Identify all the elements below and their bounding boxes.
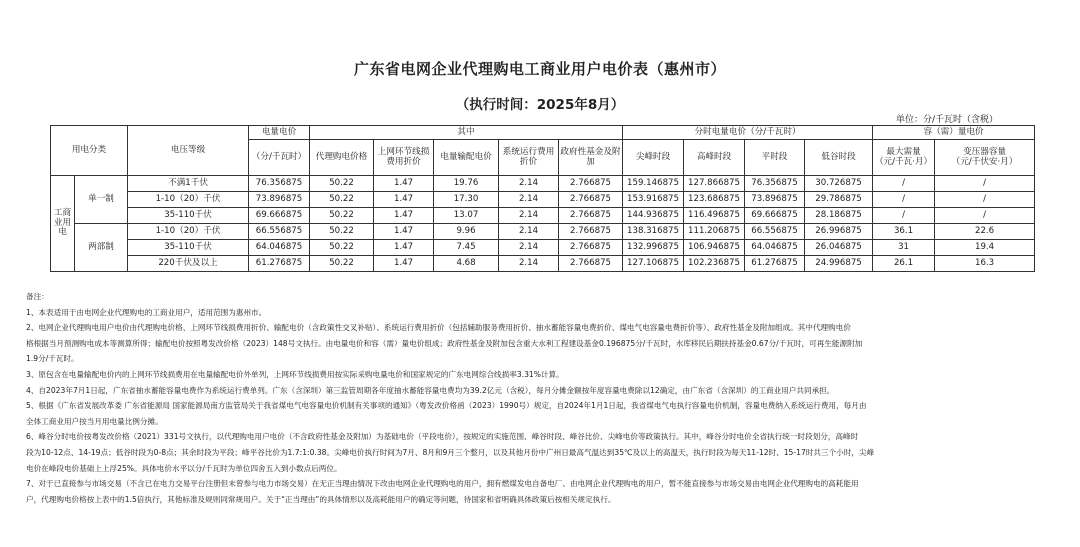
table-row <box>51 224 1035 240</box>
cell-demand: / <box>873 192 935 208</box>
cell-dist: 13.07 <box>434 208 499 224</box>
price-table <box>50 125 1035 272</box>
header-max-demand <box>873 140 935 176</box>
cell-fund: 2.766875 <box>559 176 623 192</box>
cell-valley: 30.726875 <box>805 176 873 192</box>
header-distribution: 电量输配电价 <box>434 140 499 176</box>
cell-peak: 127.106875 <box>623 256 684 272</box>
cell-proxy: 50.22 <box>310 240 374 256</box>
header-peak: 尖峰时段 <box>623 140 684 176</box>
header-valley: 低谷时段 <box>805 140 873 176</box>
cell-dist: 9.96 <box>434 224 499 240</box>
cell-voltage: 1-10（20）千伏 <box>128 224 249 240</box>
table-row <box>51 192 1035 208</box>
notes-section <box>26 289 1056 507</box>
header-category: 用电分类 <box>51 126 128 176</box>
cell-proxy: 50.22 <box>310 208 374 224</box>
cell-flat: 61.276875 <box>745 256 805 272</box>
cell-sys: 2.14 <box>499 240 559 256</box>
note-line: 全体工商业用户按当月用电量比例分摊。 <box>26 416 163 426</box>
cell-peak: 132.996875 <box>623 240 684 256</box>
cell-loss: 1.47 <box>374 256 434 272</box>
cell-demand: / <box>873 176 935 192</box>
cell-flat: 76.356875 <box>745 176 805 192</box>
cell-trans: 22.6 <box>935 224 1035 240</box>
header-high: 高峰时段 <box>684 140 745 176</box>
header-transformer <box>935 140 1035 176</box>
cell-valley: 28.186875 <box>805 208 873 224</box>
cell-peak: 138.316875 <box>623 224 684 240</box>
cell-sys: 2.14 <box>499 192 559 208</box>
header-fund: 政府性基金及附加 <box>559 140 623 176</box>
header-capacity: 容（需）量电价 <box>873 126 1035 140</box>
table-row <box>51 208 1035 224</box>
cell-voltage: 35-110千伏 <box>128 208 249 224</box>
cell-voltage: 不满1千伏 <box>128 176 249 192</box>
cell-energy: 73.896875 <box>249 192 310 208</box>
table-row <box>51 240 1035 256</box>
cell-sys: 2.14 <box>499 176 559 192</box>
cell-loss: 1.47 <box>374 192 434 208</box>
cell-trans: 19.4 <box>935 240 1035 256</box>
cell-loss: 1.47 <box>374 176 434 192</box>
cell-proxy: 50.22 <box>310 192 374 208</box>
note-line: 格根据当月预测购电成本等测算所得；输配电价按照粤发改价格（2023）148号文执行。由电量电价和容（需）量电价组成；政府性基金及附加包含重大水利工程建设基金0.196875分/千瓦时，水库移民后期扶持基金0.67分/千瓦时，可再生能源附加 <box>26 338 863 348</box>
note-line: 电价在峰段电价基础上上浮25%。具体电价水平以分/千瓦时为单位四舍五入到小数点后两位。 <box>26 463 342 473</box>
header-row-1 <box>51 126 1035 140</box>
table-row <box>51 176 1035 192</box>
cell-trans: / <box>935 192 1035 208</box>
cell-trans: / <box>935 208 1035 224</box>
header-max-demand-title: 最大需量 <box>886 146 921 157</box>
header-energy-price: 电量电价 <box>249 126 310 140</box>
category-cell: 工商业用电 <box>51 176 75 272</box>
cell-high: 102.236875 <box>684 256 745 272</box>
note-line: 3、原包含在电量输配电价内的上网环节线损费用在电量输配电价外单列，上网环节线损费用按实际采购电量电价和国家规定的广东电网综合线损率3.31%计算。 <box>26 369 564 379</box>
cell-high: 116.496875 <box>684 208 745 224</box>
cell-flat: 64.046875 <box>745 240 805 256</box>
cell-fund: 2.766875 <box>559 192 623 208</box>
note-line: 1、本表适用于由电网企业代理购电的工商业用户，适用范围为惠州市。 <box>26 307 267 317</box>
cell-loss: 1.47 <box>374 224 434 240</box>
cell-fund: 2.766875 <box>559 256 623 272</box>
cell-peak: 153.916875 <box>623 192 684 208</box>
cell-proxy: 50.22 <box>310 176 374 192</box>
two-part-system-cell: 两部制 <box>75 224 128 272</box>
cell-fund: 2.766875 <box>559 224 623 240</box>
header-among: 其中 <box>310 126 623 140</box>
cell-valley: 24.996875 <box>805 256 873 272</box>
cell-energy: 66.556875 <box>249 224 310 240</box>
header-tou: 分时电量电价（分/千瓦时） <box>623 126 873 140</box>
cell-demand: / <box>873 208 935 224</box>
cell-peak: 159.146875 <box>623 176 684 192</box>
cell-dist: 17.30 <box>434 192 499 208</box>
cell-proxy: 50.22 <box>310 256 374 272</box>
note-line: 6、峰谷分时电价按粤发改价格（2021）331号文执行，以代理购电用户电价（不含政府性基金及附加）为基础电价（平段电价），按规定的实施范围、峰谷时段、峰谷比价、尖峰电价等政策执行。其中，峰谷分时电价全省执行统一时段划分，高峰时 <box>26 432 859 442</box>
note-line: 1.9分/千瓦时。 <box>26 354 79 364</box>
single-system-cell: 单一制 <box>75 176 128 224</box>
table-row <box>51 256 1035 272</box>
cell-trans: 16.3 <box>935 256 1035 272</box>
cell-sys: 2.14 <box>499 256 559 272</box>
cell-energy: 64.046875 <box>249 240 310 256</box>
cell-demand: 31 <box>873 240 935 256</box>
cell-dist: 19.76 <box>434 176 499 192</box>
cell-dist: 4.68 <box>434 256 499 272</box>
cell-dist: 7.45 <box>434 240 499 256</box>
cell-demand: 26.1 <box>873 256 935 272</box>
cell-valley: 29.786875 <box>805 192 873 208</box>
note-line: 段为10-12点、14-19点；低谷时段为0-8点；其余时段为平段；峰平谷比价为1.7:1:0.38。尖峰电价执行时间为7月、8月和9月三个整月，以及其他月份中广州日最高气温达到35℃及以上的高温天，执行时段为每天11-12时、15-17时共三个小时，尖峰 <box>26 447 875 457</box>
header-transformer-unit: （元/千伏安·月） <box>951 156 1018 167</box>
unit-label: 单位：分/千瓦时（含税） <box>895 115 998 125</box>
cell-voltage: 1-10（20）千伏 <box>128 192 249 208</box>
cell-valley: 26.046875 <box>805 240 873 256</box>
cell-trans: / <box>935 176 1035 192</box>
note-line: 2、电网企业代理购电用户电价由代理购电价格、上网环节线损费用折价、输配电价（含政策性交叉补贴）、系统运行费用折价（包括辅助服务费用折价、抽水蓄能容量电费折价、煤电气电容量电费折价等）、政府性基金及附加组成。其中代理购电价 <box>26 323 851 333</box>
cell-loss: 1.47 <box>374 208 434 224</box>
note-line: 5、根据《广东省发展改革委 广东省能源局 国家能源局南方监管局关于我省煤电气电容量电价机制有关事项的通知》（粤发改价格函（2023）1990号）规定，自2024年1月1日起，我省煤电气电执行容量电价机制，容量电费纳入系统运行费用，每月由 <box>26 401 867 411</box>
cell-energy: 76.356875 <box>249 176 310 192</box>
cell-high: 127.866875 <box>684 176 745 192</box>
notes-heading: 备注： <box>26 292 49 301</box>
cell-proxy: 50.22 <box>310 224 374 240</box>
cell-flat: 66.556875 <box>745 224 805 240</box>
cell-valley: 26.996875 <box>805 224 873 240</box>
header-voltage: 电压等级 <box>128 126 249 176</box>
note-line: 7、对于已直接参与市场交易（不含已在电力交易平台注册但未曾参与电力市场交易）在无正当理由情况下改由电网企业代理购电的用户，拥有燃煤发电自备电厂、由电网企业代理购电的用户，暂不能直接参与市场交易由电网企业代理购电的高耗能用 <box>26 479 859 489</box>
header-transmission-loss: 上网环节线损费用折价 <box>374 140 434 176</box>
cell-flat: 73.896875 <box>745 192 805 208</box>
header-system-cost: 系统运行费用折价 <box>499 140 559 176</box>
cell-high: 111.206875 <box>684 224 745 240</box>
page-subtitle: （执行时间：2025年8月） <box>455 97 625 113</box>
cell-flat: 69.666875 <box>745 208 805 224</box>
header-transformer-title: 变压器容量 <box>963 146 1007 157</box>
cell-demand: 36.1 <box>873 224 935 240</box>
cell-high: 106.946875 <box>684 240 745 256</box>
cell-energy: 61.276875 <box>249 256 310 272</box>
page-title: 广东省电网企业代理购电工商业用户电价表（惠州市） <box>353 60 726 78</box>
cell-energy: 69.666875 <box>249 208 310 224</box>
cell-peak: 144.936875 <box>623 208 684 224</box>
cell-fund: 2.766875 <box>559 240 623 256</box>
cell-high: 123.686875 <box>684 192 745 208</box>
header-flat: 平时段 <box>745 140 805 176</box>
header-max-demand-unit: （元/千瓦·月） <box>874 156 933 167</box>
note-line: 户，代理购电价格按上表中的1.5倍执行，其他标准及规则同常规用户。关于“正当理由”的具体情形以及高耗能用户的确定等问题，待国家和省明确具体政策后按相关规定执行。 <box>26 494 616 504</box>
cell-voltage: 220千伏及以上 <box>128 256 249 272</box>
cell-fund: 2.766875 <box>559 208 623 224</box>
header-energy-unit: （分/千瓦时） <box>249 140 310 176</box>
cell-sys: 2.14 <box>499 208 559 224</box>
cell-loss: 1.47 <box>374 240 434 256</box>
header-proxy-price: 代理购电价格 <box>310 140 374 176</box>
note-line: 4、自2023年7月1日起，广东省抽水蓄能容量电费作为系统运行费单列。广东（含深圳）第三监管周期各年度抽水蓄能容量电费均为39.2亿元（含税），每月分摊金额按年度容量电费除以12确定，由广东省（含深圳）的工商业用户共同承担。 <box>26 385 835 395</box>
cell-voltage: 35-110千伏 <box>128 240 249 256</box>
cell-sys: 2.14 <box>499 224 559 240</box>
